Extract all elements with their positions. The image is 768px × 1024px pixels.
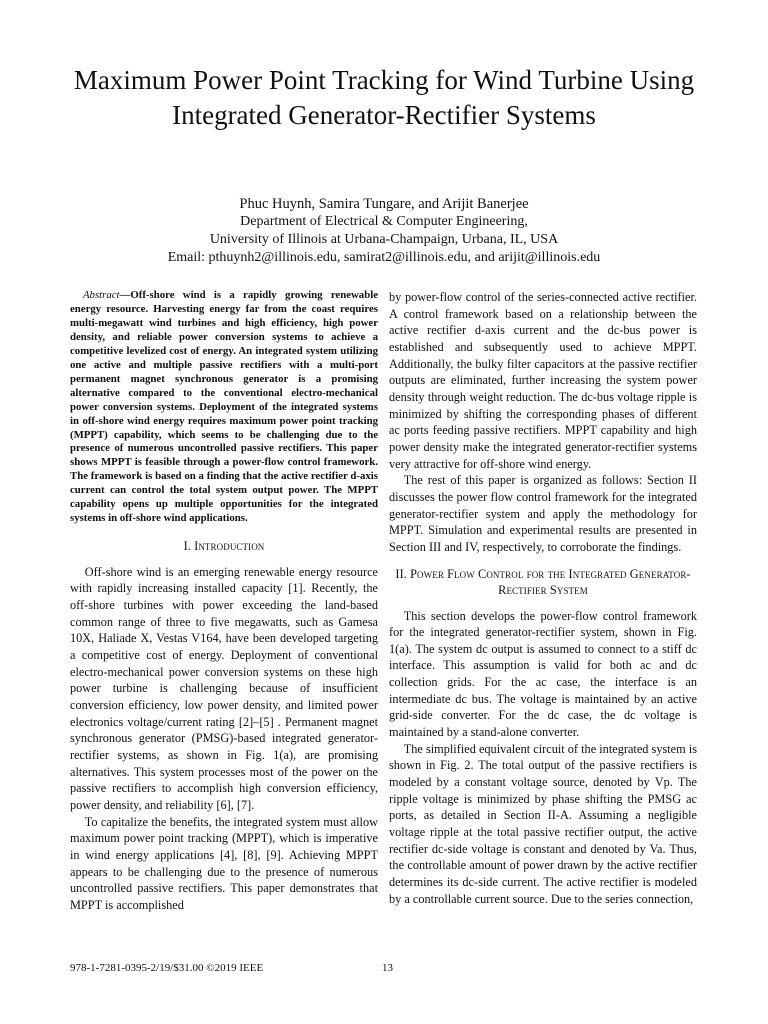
copyright-notice: 978-1-7281-0395-2/19/$31.00 ©2019 IEEE bbox=[70, 962, 264, 974]
right-column bbox=[389, 289, 697, 907]
page-number: 13 bbox=[382, 962, 393, 974]
power-flow-paragraph-1: This section develops the power-flow control framework for the integrated generator-rectifier system, shown in Fig. 1(a). The system dc output is assumed to connect to a stiff dc interface. This assumption is valid for both ac and dc collection grids. For the ac case, the interface is an intermediate dc bus. The voltage is maintained by an active grid-side converter. For the dc case, the dc voltage is maintained by a stand-alone converter. bbox=[389, 608, 697, 740]
paper-title: Maximum Power Point Tracking for Wind Turbine Using Integrated Generator-Rectifier Systems bbox=[73, 65, 695, 131]
left-column bbox=[70, 289, 378, 913]
intro-paragraph-3: by power-flow control of the series-connected active rectifier. A control framework based on a relationship between the active rectifier d-axis current and the dc-bus power is established and subsequently used to achieve MPPT. Additionally, the bulky filter capacitors at the passive rectifier outputs are eliminated, further increasing the system power density through weight reduction. The dc-bus voltage ripple is minimized by shifting the corresponding phases of different ac ports feeding passive rectifiers. MPPT capability and high power density make the integrated generator-rectifier systems very attractive for off-shore wind energy. bbox=[389, 290, 697, 471]
section-heading-power-flow: II. Power Flow Control for the Integrated Generator-Rectifier System bbox=[395, 566, 691, 597]
abstract bbox=[70, 289, 378, 526]
abstract-text: —Off-shore wind is a rapidly growing renewable energy resource. Harvesting energy far from the coast requires multi-megawatt wind turbines and high efficiency, high power density, and reliable power conversion systems to achieve a competitive levelized cost of energy. An integrated system utilizing one active and multiple passive rectifiers with a multi-port permanent magnet synchronous generator is a promising alternative compared to the conventional electro-mechanical power conversion systems. Deployment of the integrated systems in off-shore wind energy requires maximum power point tracking (MPPT) capability, which seems to be challenging due to the presence of numerous uncontrolled passive rectifiers. This paper shows MPPT is feasible through a power-flow control framework. The framework is based on a finding that the active rectifier d-axis current can control the total system output power. The MPPT capability opens up multiple opportunities for the integrated systems in off-shore wind applications. bbox=[70, 289, 378, 525]
author-email: Email: pthuynh2@illinois.edu, samirat2@illinois.edu, and arijit@illinois.edu bbox=[167, 250, 601, 265]
abstract-lead: Abstract bbox=[82, 289, 120, 301]
author-names: Phuc Huynh, Samira Tungare, and Arijit Banerjee bbox=[239, 196, 529, 212]
intro-paragraph-4: The rest of this paper is organized as follows: Section II discusses the power flow control framework for the integrated generator-rectifier system and apply the methodology for MPPT. Simulation and experimental results are presented in Section III and IV, respectively, to corroborate the findings. bbox=[389, 473, 697, 554]
author-department: Department of Electrical & Computer Engineering, bbox=[240, 214, 528, 229]
intro-paragraph-1: Off-shore wind is an emerging renewable energy resource with rapidly increasing installed capacity [1]. Recently, the off-shore turbines with power exceeding the land-based common range of three to five megawatts, such as Gamesa 10X, Haliade X, Vestas V164, have been developed targeting a competitive cost of energy. Deployment of conventional electro-mechanical power conversion systems on these high power turbine is challenging because of insufficient conversion efficiency, low power density, and limited power electronics voltage/current rating [2]–[5] . Permanent magnet synchronous generator (PMSG)-based integrated generator-rectifier systems, as shown in Fig. 1(a), are promising alternatives. This system processes most of the power on the passive rectifiers to accomplish high conversion efficiency, power density, and reliability [6], [7]. bbox=[70, 564, 378, 812]
power-flow-paragraph-2: The simplified equivalent circuit of the integrated system is shown in Fig. 2. The total output of the passive rectifiers is modeled by a constant voltage source, denoted by Vp. The ripple voltage is minimized by phase shifting the PMSG ac ports, as detailed in Section II-A. Assuming a negligible voltage ripple at the total passive rectifier output, the active rectifier dc-side voltage is constant and denoted by Va. Thus, the controllable amount of power drawn by the active rectifier determines its dc-side current. The active rectifier is modeled by a controllable current source. Due to the series connection, bbox=[389, 741, 697, 906]
author-block bbox=[40, 195, 728, 267]
section-heading-introduction: I. Introduction bbox=[183, 539, 265, 554]
author-university: University of Illinois at Urbana-Champaign, Urbana, IL, USA bbox=[209, 232, 559, 247]
intro-paragraph-2: To capitalize the benefits, the integrated system must allow maximum power point tracking (MPPT), which is imperative in wind energy applications [4], [8], [9]. Achieving MPPT appears to be challenging due to the presence of numerous uncontrolled passive rectifiers. This paper demonstrates that MPPT is accomplished bbox=[70, 814, 378, 912]
